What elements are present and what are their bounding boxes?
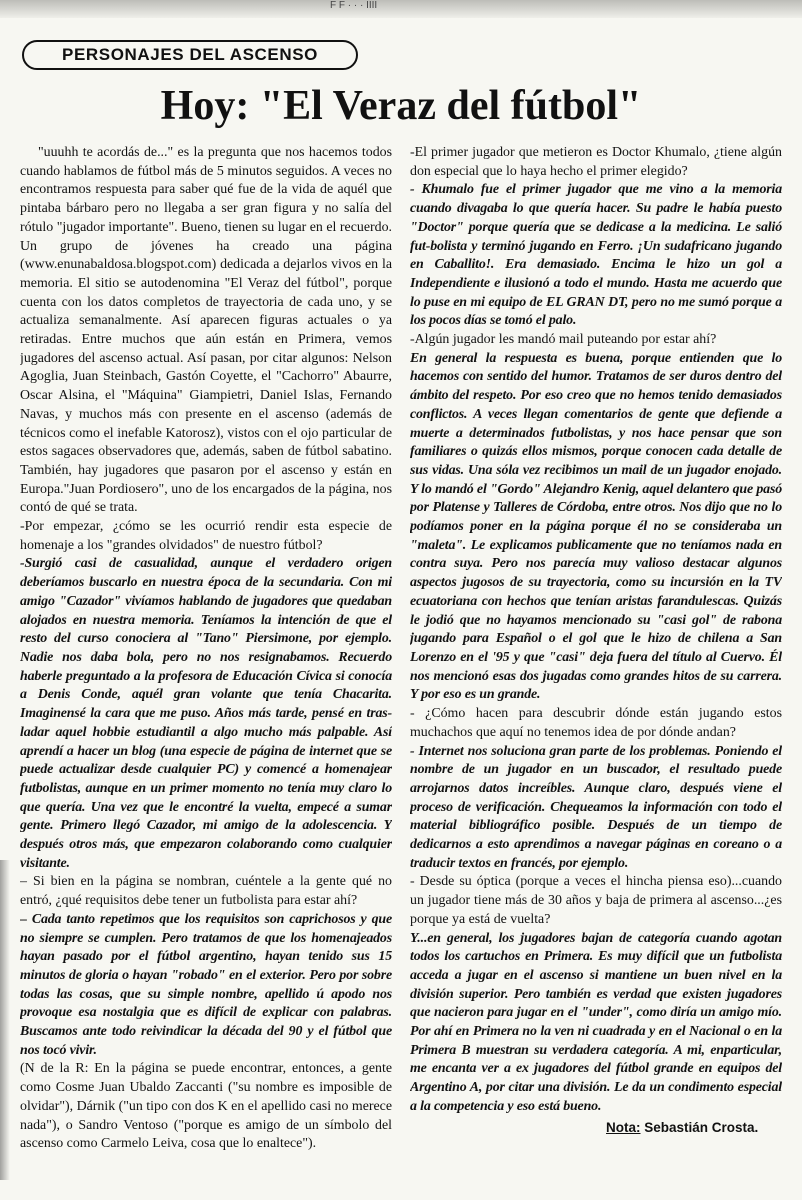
article-column-right [410, 144, 782, 1144]
editor-note: (N de la R: En la página se puede encontrar, entonces, a gente como Cosme Juan Ubaldo Zaccanti ("su nombre es imposible de olvidar"), Dárnik ("un tipo con dos K en el apellido casi no merece nada"), o Sandro Ventoso ("porque es amigo de un símbolo del ascenso como Carmelo Leiva, cosa que lo enaltece"). [20, 1061, 392, 1152]
header-fragment: F F · · · IIII [330, 0, 378, 11]
section-label: PERSONAJES DEL ASCENSO [22, 40, 358, 70]
interview-question: -Por empezar, ¿cómo se les ocurrió rendir esta especie de homenaje a los "grandes olvidados" de nuestro fútbol? [20, 519, 392, 553]
scan-edge-shadow [0, 860, 10, 1180]
interview-question: -El primer jugador que metieron es Doctor Khumalo, ¿tiene algún don especial que lo haya hecho el primer elegido? [410, 145, 782, 179]
byline [606, 1120, 778, 1135]
interview-answer: Y...en general, los jugadores bajan de categoría cuando agotan todos los cartuchos en Primera. Es muy difícil que un futbolista acceda a jugar en el ascenso si mantiene un buen nivel en la división superior. Pero también es verdad que existen jugadores que nacieron para jugar en el "under", como diría un amigo mío. Por ahí en Primera no la ven ni cuadrada y en el Nacional o en la Primera B muestran su verdadera categoría. A mi, enparticular, me encanta ver a ex jugadores del fútbol grande en equipos del Argentino A, por citar una división. Le da un condimento especial a la competencia y eso está bueno. [410, 930, 782, 1114]
intro-paragraph: "uuuhh te acordás de..." es la pregunta que nos hacemos todos cuando hablamos de fútbol más de 5 minutos seguidos. A veces no encontramos respuesta para saber qué fue de la vida de aquél que pintaba bárbaro pero no llegaba a ser gran figura y no salía del rótulo "jugador importante". Bueno, tienen su lugar en el recuerdo. Un grupo de jóvenes ha creado una página (www.enunabaldosa.blogspot.com) dedicada a dejarlos vivos en la memoria. El sitio se autodenomina "El Veraz del fútbol", porque cuenta con los datos completos de trayectoria de cada uno, y se actualiza semanalmente. Así aparecen figuras actuales o ya retiradas. Entre muchos que aún están en Primera, vemos jugadores del ascenso actual. Así pasan, por citar algunos: Nelson Agoglia, Juan Steinbach, Gastón Coyette, el "Cachorro" Abaurre, Oscar Alsina, el "Máquina" Giampietri, Daniel Islas, Fernando Navas, y muchos más con presente en el ascenso (además de técnicos como el inefable Katorosz), vistos con el ojo particular de estos sagaces observadores que, además, saben de fútbol sabatino. También, hay jugadores que pasaron por el ascenso y están en Europa."Juan Pordiosero", uno de los encargados de la página, nos contó de qué se trata. [20, 145, 392, 516]
byline-author: Sebastián Crosta. [644, 1120, 759, 1135]
interview-question: -Algún jugador les mandó mail puteando por estar ahí? [410, 332, 717, 348]
byline-label: Nota: [606, 1120, 641, 1135]
interview-answer: - Internet nos soluciona gran parte de los problemas. Poniendo el nombre de un jugador en un buscador, el resultado puede arrojarnos datos increíbles. Aunque claro, después viene el proceso de verificación. Chequeamos la información con todo el material bibliográfico posible. Después de un tiempo de dedicarnos a esto aprendimos a navegar páginas en coreano o a traducir textos en francés, por ejemplo. [410, 743, 782, 871]
interview-answer: -Surgió casi de casualidad, aunque el verdadero origen deberíamos buscarlo en nuestra época de la secundaria. Con mi amigo "Cazador" vivíamos hablando de jugadores que quedaban alojados en nuestra memoria. Teníamos la intención de que el resto del curso conociera al "Tano" Piersimone, por ejemplo. Nadie nos daba bola, pero no nos resignabamos. Recuerdo haberle preguntado a la profesora de Educación Cívica si conocía a Denis Conde, aquél gran volante que tenía Chacarita. Imaginensé la cara que me puso. Años más tarde, pensé en tras-ladar aquel hobbie estudiantil a algo mucho más palpable. Así aprendí a hacer un blog (una especie de página de internet que se puede actualizar desde cualquier PC) y comencé a homenajear futbolistas, aunque en un primer momento no tenía muy claro lo que quería. Una vez que le encontré la vuelta, empecé a sumar gente. Primero llegó Cazador, mi amigo de la adolescencia. Y después otros más, que empezaron colaborando como cualquier visitante. [20, 556, 392, 871]
interview-question: – Si bien en la página se nombran, cuéntele a la gente qué no entró, ¿qué requisitos debe tener un futbolista para estar ahí? [20, 874, 392, 909]
interview-question: - Desde su óptica (porque a veces el hincha piensa eso)...cuando un jugador tiene más de 30 años y baja de primera al ascenso...¿es porque ya está de vuelta? [410, 874, 782, 927]
page-top-strip [0, 0, 802, 18]
article-headline: Hoy: "El Veraz del fútbol" [160, 83, 642, 129]
interview-answer: En general la respuesta es buena, porque entienden que lo hacemos con sentido del humor. Tratamos de ser duros dentro del ámbito del respeto. Por eso creo que no hemos tenido demasiados conflictos. A veces llegan comentarios de gente que defiende a muerte a determinados futbolistas, y nos hace pensar que son familiares o quizás ellos mismos, porque conocen cada detalle de sus vidas. Una sóla vez recibimos un mail de un jugador enojado. Y lo mandó el "Gordo" Alejandro Kenig, aquel delantero que pasó por Platense y Talleres de Córdoba, entre otros. Nos dijo que no lo podíamos poner en la página porque él no se consideraba un "maleta". Le explicamos publicamente que no teníamos nada en contra suya. Pero nos parecía muy valioso destacar algunos aspectos jugosos de su trayectoria, como su incursión en la TV ecuatoriana con hechos que tenían aristas farandulescas. Quizás le jodió que no hayamos mencionado su "casi gol" de rabona jugando para Español o el gol que le hizo de chilena a San Lorenzo en el '95 y que "casi" deja fuera del título al Cuervo. Él nos mencionó esas dos jugadas como grandes hitos de su carrera. Y por eso es un grande. [410, 350, 782, 703]
interview-answer: – Cada tanto repetimos que los requisitos son caprichosos y que no siempre se cumplen. Pero tratamos de que los homenajeados hayan pasado por el fútbol argentino, hayan tenido sus 15 minutos de gloria o hayan "robado" en el exterior. Pero por sobre todas las cosas, que su simple nombre, apellido ú apodo nos provoque esa nostalgia que es difícil de explicar con palabras. Buscamos ante todo reivindicar la década del 90 y el fútbol que nos tocó vivir. [20, 911, 392, 1058]
article-column-left [20, 144, 392, 1164]
interview-answer: - Khumalo fue el primer jugador que me vino a la memoria cuando divagaba lo que quería hacer. Su padre le había puesto "Doctor" porque quería que se dedicase a la medicina. Le salió fut-bolista y terminó jugando en Ferro. ¡Un sudafricano jugando en Caballito!. Era demasiado. Encima le hizo un gol a Independiente e ilusionó a todo el mundo. Hasta me acuerdo que lo puse en mi equipo de EL GRAN DT, pero no me sumó porque a los pocos días se tomó el palo. [410, 182, 782, 329]
interview-question: - ¿Cómo hacen para descubrir dónde están jugando estos muchachos que aquí no tenemos idea de por dónde andan? [410, 706, 782, 740]
